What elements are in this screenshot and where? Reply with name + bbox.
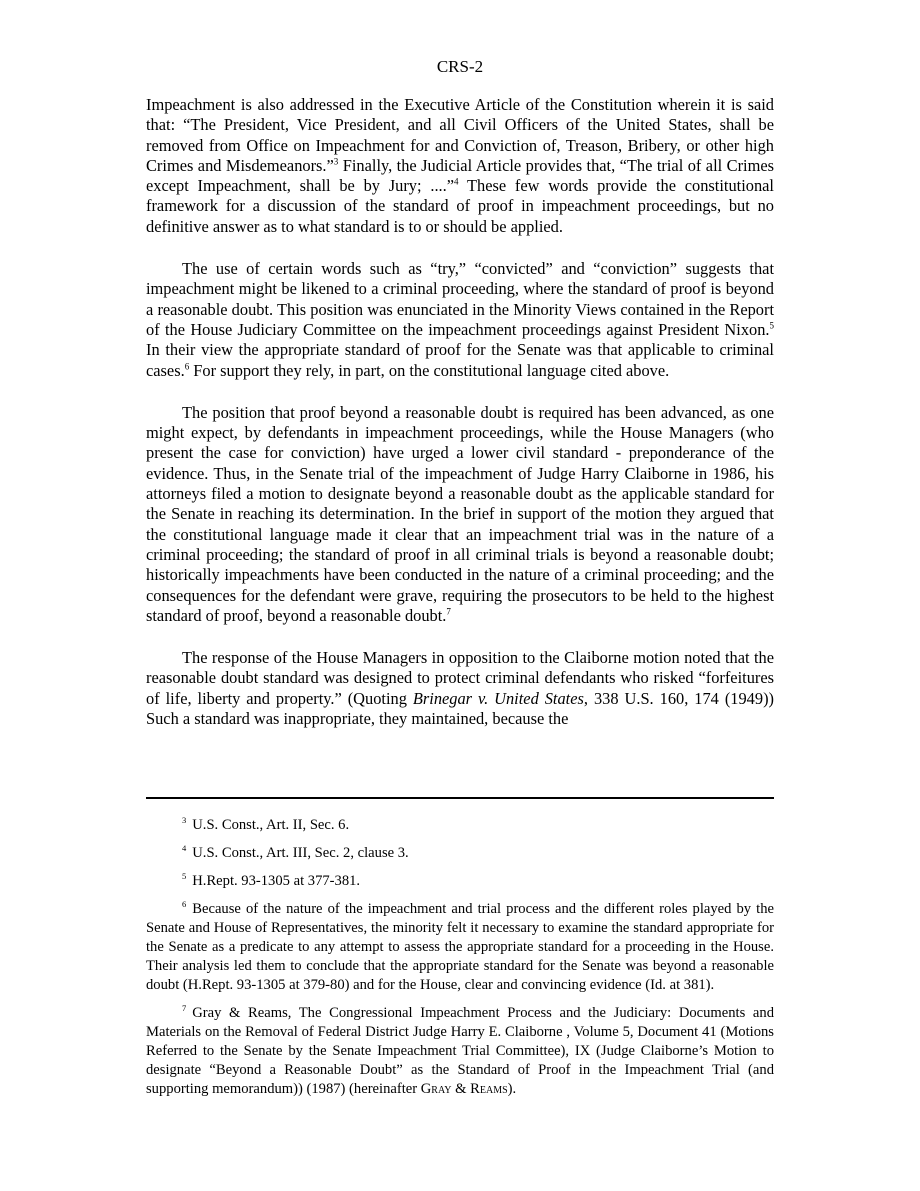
- footnote-7: $^7$ Gray & Reams, The Congressional Impeachment Process and the Judiciary: Documents and Materials on the Removal of Federal District Judge Harry E. Claiborne , Volume 5, Document 41 (Motions Referred to the Senate by the Senate Impeachment Trial Committee), IX (Judge Claiborne’s Motion to designate “Beyond a Reasonable Doubt” as the Standard of Proof in the Impeachment Trial (and supporting memorandum)) (1987) (hereinafter Gray & Reams).: [146, 1003, 774, 1097]
- footnote-3: $^3$ U.S. Const., Art. II, Sec. 6.: [182, 815, 350, 833]
- body-text: [146, 95, 774, 751]
- page-header: CRS-2: [436, 57, 484, 76]
- footnote-ref-5[interactable]: 5: [769, 320, 774, 331]
- paragraph-house-managers-response: The response of the House Managers in opposition to the Claiborne motion noted that the reasonable doubt standard was designed to protect criminal defendants who risked “forfeitures of life, liberty and property.” (Quoting Brinegar v. United States, 338 U.S. 160, 174 (1949)) Such a standard was inappropriate, they maintained, because the: [146, 648, 774, 729]
- footnote-ref-4[interactable]: 4: [454, 176, 459, 187]
- paragraph-criminal-standard: The use of certain words such as “try,” “convicted” and “conviction” suggests that impeachment might be likened to a criminal proceeding, where the standard of proof is beyond a reasonable doubt. This position was enunciated in the Minority Views contained in the Report of the House Judiciary Committee on the impeachment proceedings against President Nixon.$^5$ In their view the appropriate standard of proof for the Senate was that applicable to criminal cases.$^6$ For support they rely, in part, on the constitutional language cited above.: [146, 259, 774, 380]
- footnote-4: $^4$ U.S. Const., Art. III, Sec. 2, clause 3.: [182, 843, 409, 861]
- case-name: Brinegar v. United States: [412, 688, 584, 708]
- footnote-ref-7[interactable]: 7: [446, 606, 451, 617]
- paragraph-claiborne-motion: The position that proof beyond a reasonable doubt is required has been advanced, as one might expect, by defendants in impeachment proceedings, while the House Managers (who present the case for conviction) have urged a lower civil standard - preponderance of the evidence. Thus, in the Senate trial of the impeachment of Judge Harry Claiborne in 1986, his attorneys filed a motion to designate beyond a reasonable doubt as the applicable standard for the Senate in reaching its determination. In the brief in support of the motion they argued that the constitutional language made it clear that an impeachment trial was in the nature of a criminal proceeding; the standard of proof in all criminal trials is beyond a reasonable doubt; historically impeachments have been conducted in the nature of a criminal proceeding; and the consequences for the defendant were grave, requiring the prosecutors to be held to the highest standard of proof, beyond a reasonable doubt.$^7$: [146, 402, 774, 625]
- footnote-6: $^6$ Because of the nature of the impeachment and trial process and the different roles played by the Senate and House of Representatives, the minority felt it necessary to examine the standard appropriate for the Senate as a predicate to any attempt to assess the appropriate standard for a proceeding in the House. Their analysis led them to conclude that the appropriate standard for the Senate was beyond a reasonable doubt (H.Rept. 93-1305 at 379-80) and for the House, clear and convincing evidence (Id. at 381).: [146, 899, 774, 993]
- footnote-separator: [146, 797, 774, 799]
- footnote-ref-6[interactable]: 6: [184, 361, 190, 372]
- footnote-5: $^5$ H.Rept. 93-1305 at 377-381.: [182, 871, 361, 889]
- short-cite: Gray & Reams: [420, 1081, 508, 1097]
- paragraph-executive-article: Impeachment is also addressed in the Executive Article of the Constitution wherein it is said that: “The President, Vice President, and all Civil Officers of the United States, shall be removed from Office on Impeachment for and Conviction of, Treason, Bribery, or other high Crimes and Misdemeanors.”$^3$ Finally, the Judicial Article provides that, “The trial of all Crimes except Impeachment, shall be by Jury; ....”$^4$ These few words provide the constitutional framework for a discussion of the standard of proof in impeachment proceedings, but no definitive answer as to what standard is to or should be applied.: [146, 95, 774, 236]
- footnotes: [146, 816, 774, 1108]
- footnote-ref-3[interactable]: 3: [333, 156, 339, 167]
